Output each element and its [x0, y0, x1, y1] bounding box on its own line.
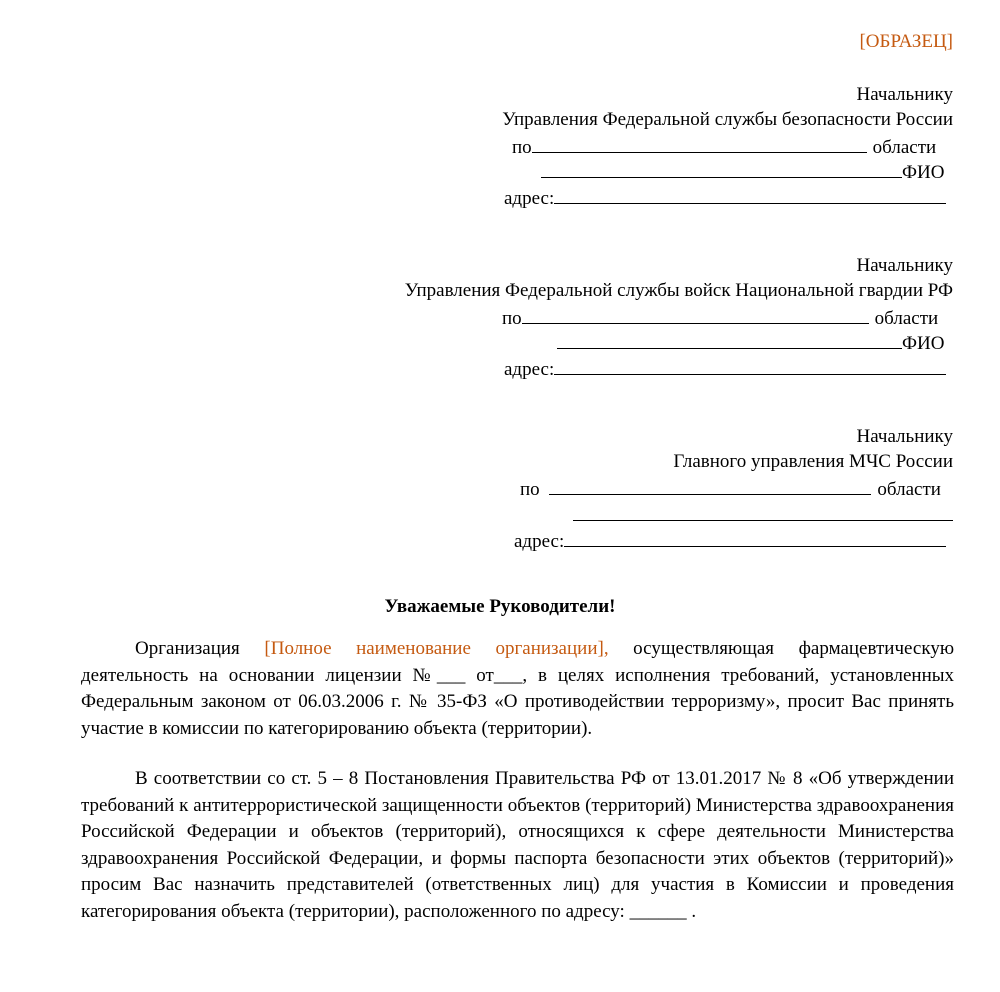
name-suffix: ФИО: [902, 162, 945, 183]
region-line: [502, 306, 938, 330]
paragraph-rest: осуществляющая фармацевтическую деятельность на основании лицензии №___ от___, в целях исполнения требований, установленных Федеральным законом от 06.03.2006 г. № 35-ФЗ «О противодействии терроризму», просит Вас принять участие в комиссии по категорированию объекта (территории).: [81, 638, 955, 739]
region-blank: [532, 135, 867, 153]
region-prefix: по: [520, 479, 545, 500]
greeting-heading: Уважаемые Руководители!: [384, 596, 616, 617]
region-suffix: области: [872, 137, 937, 158]
recipient-organization: Главного управления МЧС России: [673, 451, 953, 472]
recipient-title: Начальнику: [856, 426, 953, 447]
name-blank: [557, 331, 902, 349]
recipient-organization: Управления Федеральной службы безопасности России: [502, 109, 953, 130]
address-label: адрес:: [504, 188, 555, 209]
address-label: адрес:: [514, 531, 565, 552]
region-line: [520, 477, 941, 501]
address-blank: [554, 186, 946, 204]
body-paragraph-2: В соответствии со ст. 5 – 8 Постановления Правительства РФ от 13.01.2017 № 8 «Об утверждении требований к антитеррористической защищенности объектов (территорий) Министерства здравоохранения Российской Федерации и объектов (территорий), относящихся к сфере деятельности Министерства здравоохранения Российской Федерации, и формы паспорта безопасности этих объектов (территорий)» просим Вас назначить представителей (ответственных лиц) для участия в Комиссии и проведения категорирования объекта (территории), расположенного по адресу: ______ .: [81, 768, 954, 922]
sample-label: [ОБРАЗЕЦ]: [859, 31, 953, 52]
address-blank: [554, 357, 946, 375]
name-line: [573, 503, 953, 527]
region-prefix: по: [502, 308, 522, 329]
recipient-organization: Управления Федеральной службы войск Национальной гвардии РФ: [404, 280, 953, 301]
name-line: [557, 331, 944, 355]
name-blank: [541, 160, 902, 178]
address-blank: [564, 529, 946, 547]
region-blank: [549, 477, 871, 495]
paragraph-start: Организация: [135, 638, 265, 659]
name-blank: [573, 503, 953, 521]
organization-placeholder: [Полное наименование организации],: [264, 638, 609, 659]
region-prefix: по: [512, 137, 532, 158]
name-suffix: ФИО: [902, 333, 945, 354]
region-suffix: области: [877, 479, 941, 500]
region-blank: [522, 306, 869, 324]
recipient-title: Начальнику: [856, 84, 953, 105]
address-line: [514, 529, 946, 553]
address-label: адрес:: [504, 359, 555, 380]
body-paragraph-1: [81, 636, 954, 742]
region-line: [512, 135, 936, 159]
address-line: [504, 357, 946, 381]
region-suffix: области: [874, 308, 939, 329]
address-line: [504, 186, 946, 210]
recipient-title: Начальнику: [856, 255, 953, 276]
name-line: [541, 160, 944, 184]
